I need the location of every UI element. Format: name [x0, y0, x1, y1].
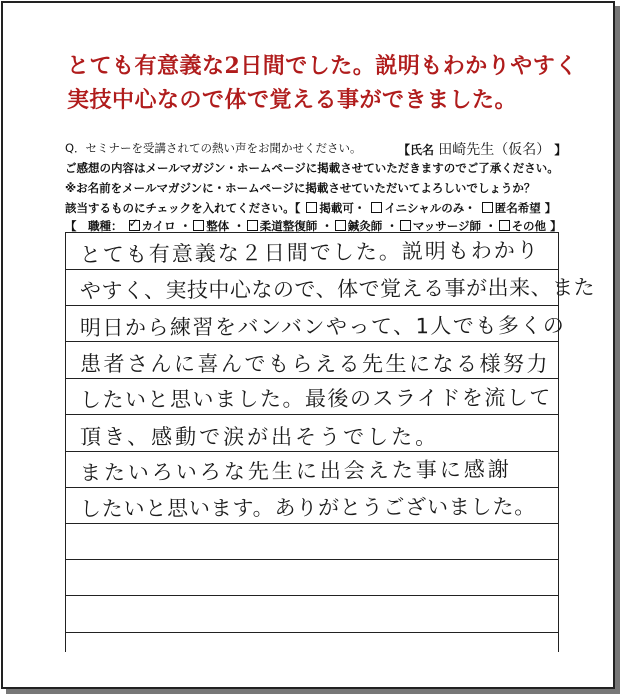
- occupation-close: 】: [550, 219, 562, 233]
- publish-anonymous-label: 匿名希望: [494, 201, 541, 215]
- name-field: [398, 139, 566, 159]
- headline: [67, 49, 578, 117]
- occupation-judo-label: 柔道整復師: [259, 219, 318, 233]
- ruled-line: [66, 378, 558, 379]
- publish-close: 】: [544, 201, 557, 215]
- handwriting-area: [65, 232, 596, 652]
- ruled-line: [66, 305, 558, 306]
- occupation-massage-checkbox[interactable]: [400, 220, 411, 231]
- ruled-line: [66, 632, 558, 633]
- handwritten-line-4: 患者さんに喜んでもらえる先生になる様努力: [80, 352, 550, 376]
- handwritten-line-1: とても有意義な２日間でした。説明もわかり: [79, 238, 540, 268]
- ruled-line: [66, 523, 558, 524]
- ruled-line: [66, 269, 558, 270]
- occupation-other-checkbox[interactable]: [499, 220, 510, 231]
- publish-choice-row: [65, 200, 556, 216]
- handwritten-line-8: したいと思います。ありがとうございました。: [79, 494, 537, 521]
- name-close: 】: [554, 143, 567, 157]
- occupation-other-label: その他: [511, 219, 547, 233]
- handwritten-line-7: またいろいろな先生に出会えた事に感謝: [79, 457, 512, 486]
- occupation-label: 【 職種：: [65, 219, 123, 233]
- ruled-line: [66, 451, 558, 452]
- occupation-acupuncture-label: 鍼灸師: [347, 219, 383, 233]
- handwritten-line-3: 明日から練習をバンバンやって、1人でも多くの: [79, 313, 566, 341]
- testimonial-card: [1, 1, 615, 689]
- publish-ok-checkbox[interactable]: [306, 202, 317, 213]
- occupation-chiro-checkbox[interactable]: [129, 220, 140, 231]
- check-prompt: 該当するものにチェックを入れてください。【: [65, 201, 301, 215]
- occupation-judo-checkbox[interactable]: [247, 220, 258, 231]
- name-label: 【氏名: [398, 143, 435, 157]
- publish-initial-label: イニシャルのみ・: [384, 201, 476, 215]
- publish-initial-checkbox[interactable]: [371, 202, 382, 213]
- handwritten-line-2: やすく、実技中心なので、体で覚える事が出来、また: [79, 275, 596, 304]
- publish-ok-label: 掲載可・: [319, 201, 366, 215]
- headline-line-1: とても有意義な2日間でした。説明もわかりやすく: [67, 53, 578, 79]
- occupation-chiro-label: カイロ: [141, 219, 176, 233]
- occupation-massage-label: マッサージ師: [412, 219, 482, 233]
- headline-line-2: 実技中心なので体で覚える事ができました。: [67, 87, 518, 113]
- publish-anonymous-checkbox[interactable]: [482, 202, 493, 213]
- occupation-seitai-checkbox[interactable]: [193, 220, 204, 231]
- ruled-line: [66, 487, 558, 488]
- ruled-line: [66, 414, 558, 415]
- ruled-line: [66, 559, 558, 560]
- notice-2: ※お名前をメールマガジンに・ホームページに掲載させていただいてよろしいでしょうか？: [65, 181, 536, 195]
- question-text: Q．セミナーを受講されての熱い声をお聞かせください。: [65, 141, 362, 155]
- occupation-seitai-label: 整体: [206, 219, 230, 233]
- handwritten-line-5: したいと思いました。最後のスライドを流して: [79, 385, 552, 413]
- name-value: 田崎先生（仮名）: [438, 142, 551, 158]
- occupation-row: 【 職種： ✓ カイロ ・ 整体 ・ 柔道整復師 ・ 鍼灸師 ・ マッサージ師 ・ その他 】: [65, 218, 562, 234]
- ruled-line: [66, 595, 558, 596]
- handwritten-line-6: 頂き、感動で涙が出そうでした。: [80, 425, 440, 449]
- notice-1: ご感想の内容はメールマガジン・ホームページに掲載させていただきますのでご了承ください。: [65, 161, 559, 175]
- occupation-acupuncture-checkbox[interactable]: [335, 220, 346, 231]
